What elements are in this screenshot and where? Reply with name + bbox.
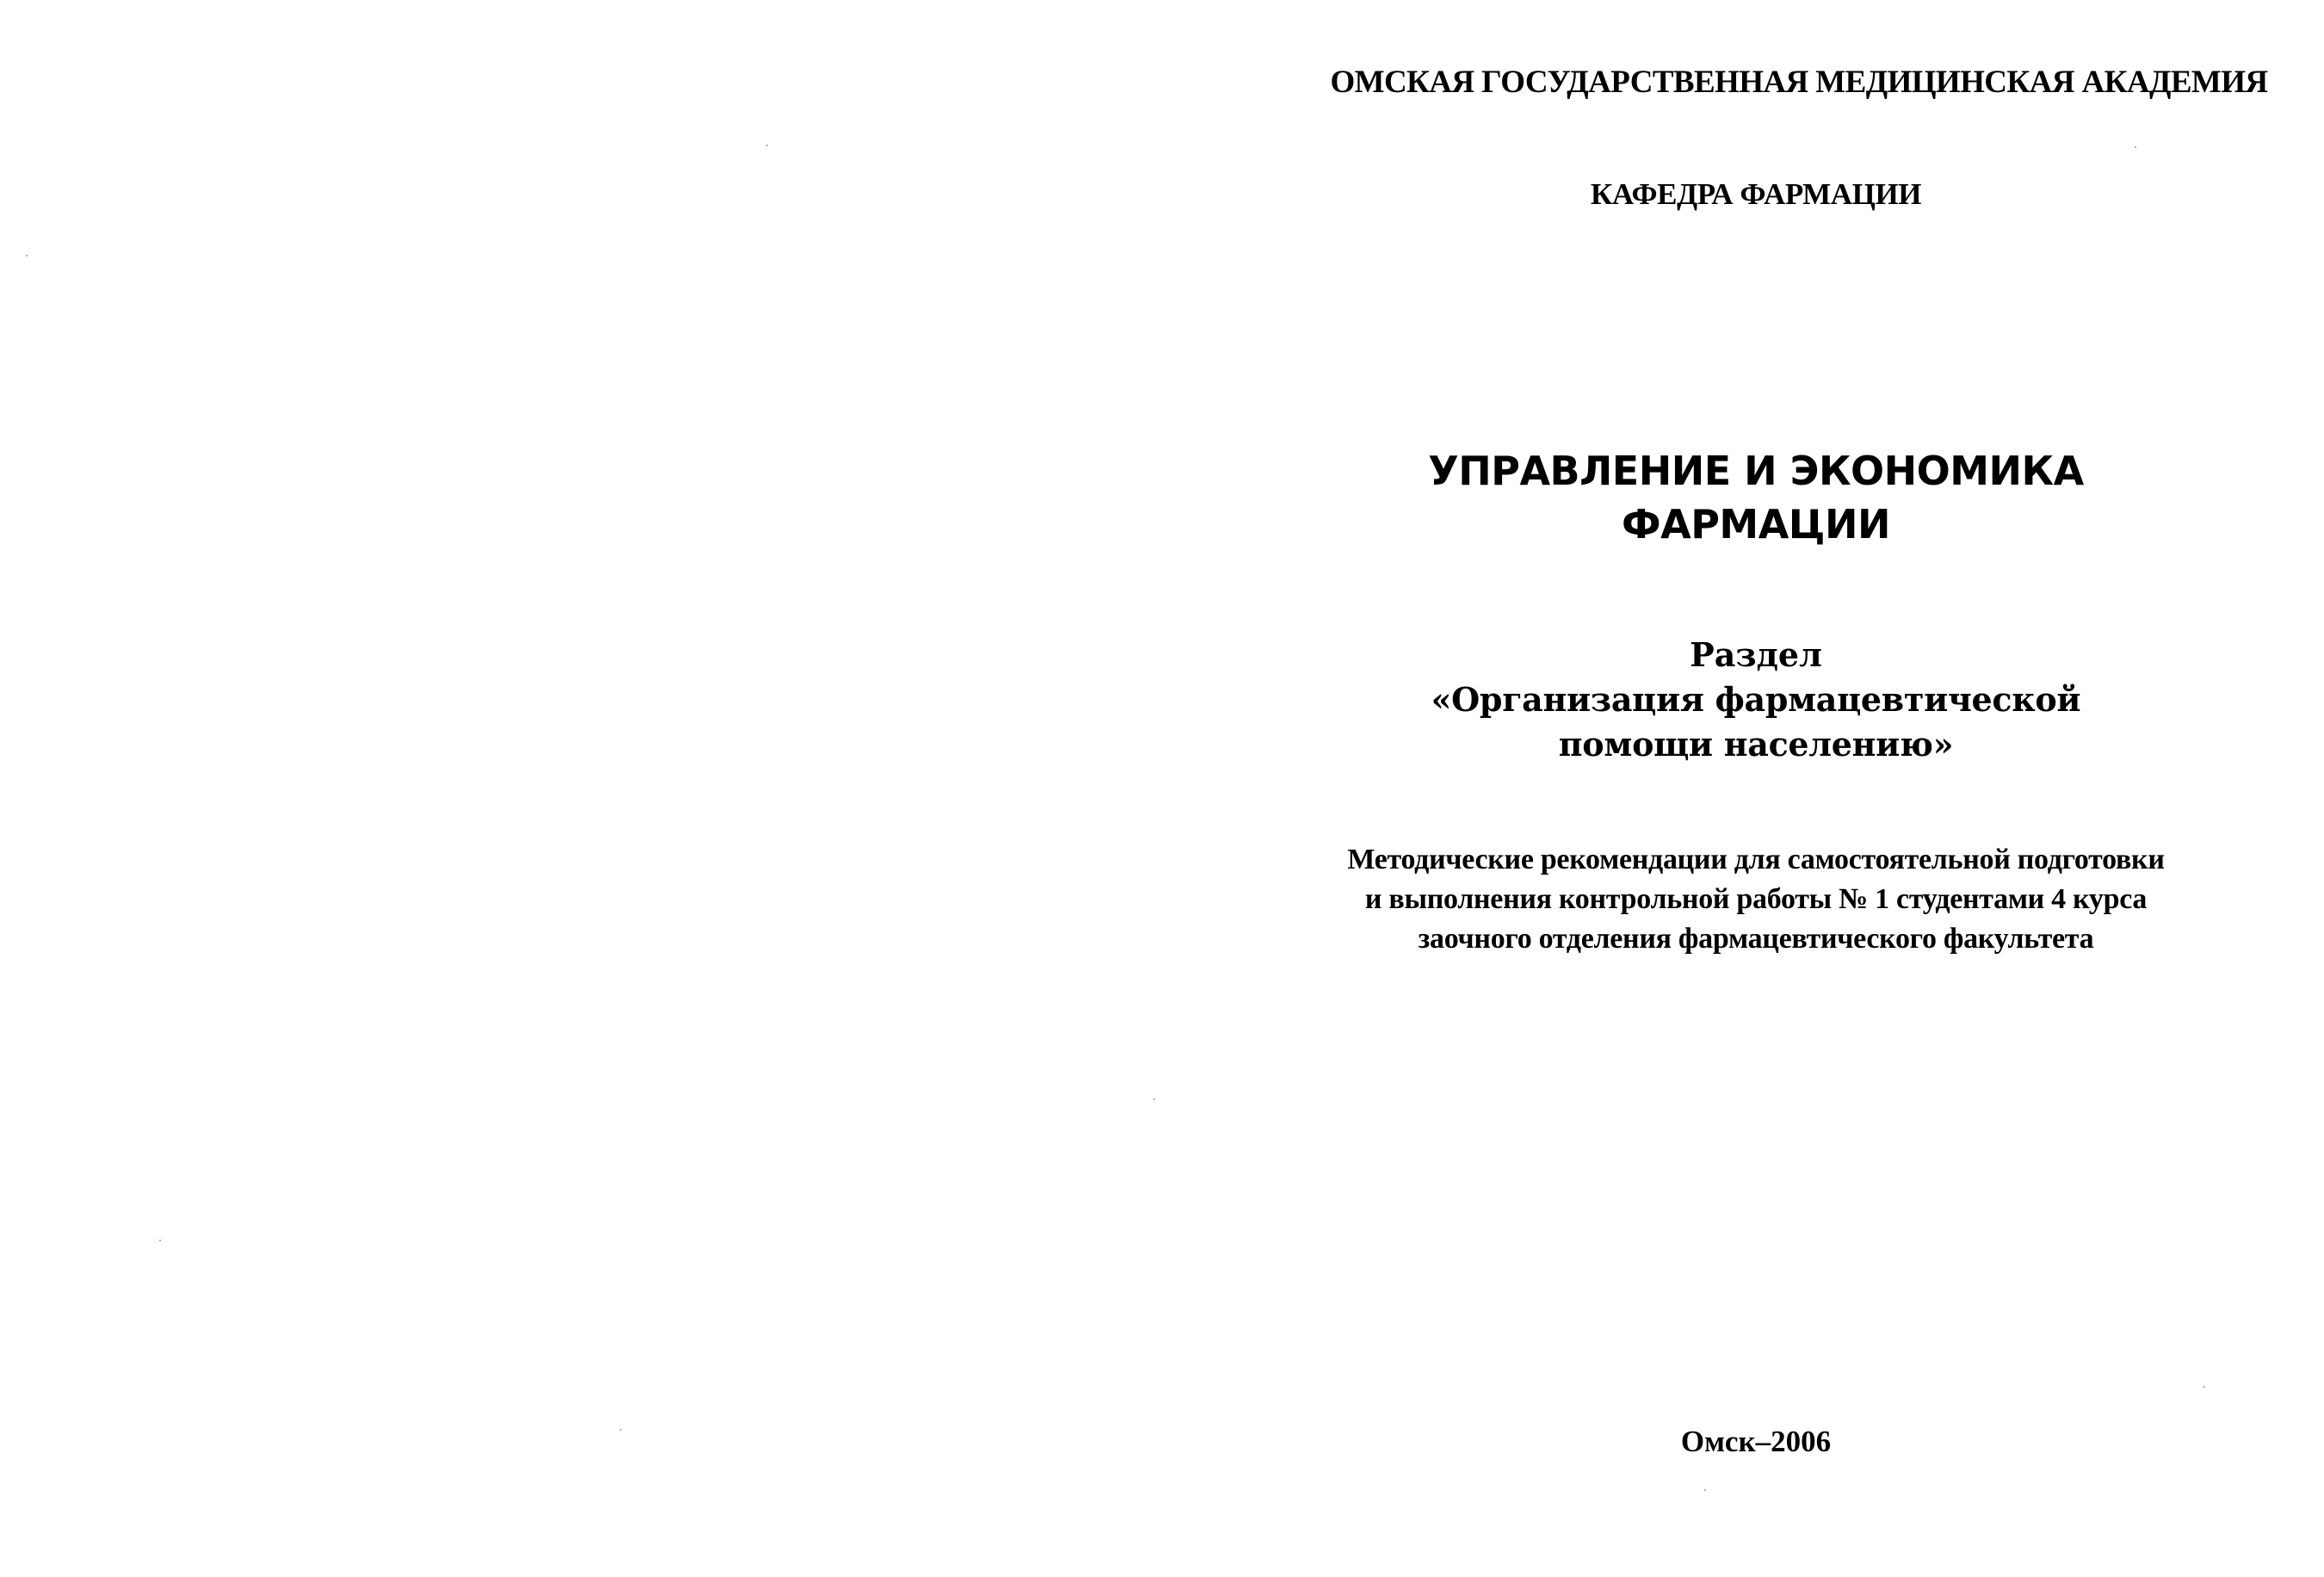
section-label: Раздел (1690, 635, 1822, 674)
description-line-3: заочного отделения фармацевтического факультета (1418, 923, 2094, 955)
section-name-line-2: помощи населению» (1558, 725, 1954, 764)
scan-speck (159, 1240, 161, 1241)
scan-speck (2203, 1386, 2205, 1388)
scan-speck (766, 145, 768, 146)
city-and-year: Омск–2006 (1680, 1425, 1832, 1458)
scan-speck (1153, 1098, 1155, 1100)
main-title-line-2: ФАРМАЦИИ (1622, 501, 1890, 547)
scan-speck (1704, 1489, 1706, 1491)
scan-speck (2135, 146, 2136, 148)
description-line-2: и выполнения контрольной работы № 1 студентами 4 курса (1364, 883, 2148, 915)
title-page (1162, 0, 2324, 1577)
main-title-line-1: УПРАВЛЕНИЕ И ЭКОНОМИКА (1428, 448, 2084, 494)
description-line-1: Методические рекомендации для самостоятельной подготовки (1347, 844, 2165, 875)
section-name-line-1: «Организация фармацевтической (1431, 680, 2081, 719)
scan-speck (26, 255, 28, 257)
academy-name: ОМСКАЯ ГОСУДАРСТВЕННАЯ МЕДИЦИНСКАЯ АКАДЕМИЯ (1330, 65, 2268, 100)
scan-speck (620, 1429, 621, 1431)
department-name: КАФЕДРА ФАРМАЦИИ (1590, 177, 1922, 211)
